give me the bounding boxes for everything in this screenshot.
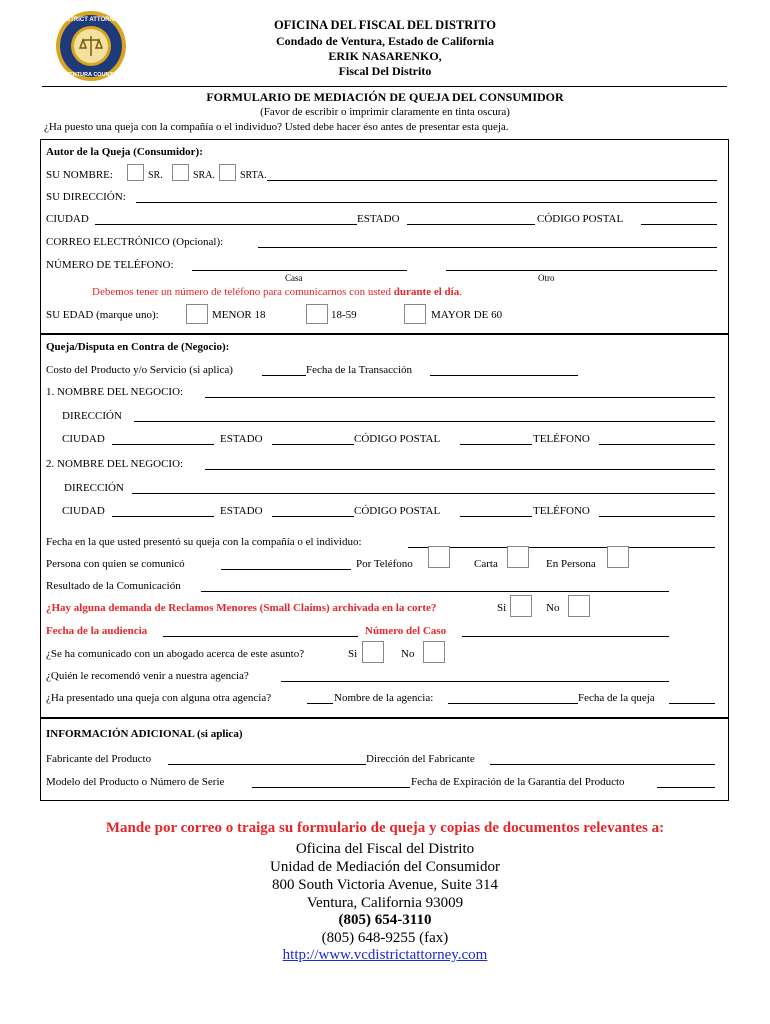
instructions: (Favor de escribir o imprimir claramente en tinta oscura) bbox=[260, 106, 510, 118]
manufacturer-field[interactable] bbox=[168, 764, 366, 765]
email-label: CORREO ELECTRÓNICO (Opcional): bbox=[46, 236, 224, 248]
lawyer-no-checkbox[interactable] bbox=[423, 641, 445, 663]
business1-city-label: CIUDAD bbox=[62, 433, 105, 445]
small-claims-yes-label: Si bbox=[497, 602, 507, 614]
business2-field[interactable] bbox=[205, 469, 715, 470]
consumer-heading: Autor de la Queja (Consumidor): bbox=[46, 146, 203, 158]
name-field[interactable] bbox=[267, 180, 717, 181]
business1-zip-label: CÓDIGO POSTAL bbox=[354, 433, 441, 445]
phone-label: NÚMERO DE TELÉFONO: bbox=[46, 259, 174, 271]
business1-state-label: ESTADO bbox=[220, 433, 263, 445]
county-line: Condado de Ventura, Estado de California bbox=[275, 34, 495, 48]
lawyer-no-label: No bbox=[401, 648, 415, 660]
result-field[interactable] bbox=[201, 591, 669, 592]
email-field[interactable] bbox=[258, 247, 717, 248]
mail-instruction: Mande por correo o traiga su formulario de queja y copias de documentos relevantes a: bbox=[105, 820, 665, 836]
business2-city-field[interactable] bbox=[112, 516, 214, 517]
age-minor-label: MENOR 18 bbox=[212, 309, 266, 321]
business2-city-label: CIUDAD bbox=[62, 505, 105, 517]
business2-label: 2. NOMBRE DEL NEGOCIO: bbox=[46, 458, 184, 470]
case-number-field[interactable] bbox=[462, 636, 669, 637]
manufacturer-address-label: Dirección del Fabricante bbox=[366, 753, 475, 765]
by-letter-label: Carta bbox=[474, 558, 498, 570]
footer-street: 800 South Victoria Avenue, Suite 314 bbox=[271, 877, 499, 893]
footer-phone: (805) 654-3110 bbox=[338, 912, 432, 928]
small-claims-yes-checkbox[interactable] bbox=[510, 595, 532, 617]
srta-checkbox[interactable] bbox=[219, 164, 236, 181]
business2-zip-label: CÓDIGO POSTAL bbox=[354, 505, 441, 517]
svg-text:DISTRICT ATTORNEY: DISTRICT ATTORNEY bbox=[60, 17, 122, 23]
manufacturer-address-field[interactable] bbox=[490, 764, 715, 765]
footer-city: Ventura, California 93009 bbox=[306, 895, 464, 911]
additional-heading: INFORMACIÓN ADICIONAL (si aplica) bbox=[46, 728, 243, 740]
address-label: SU DIRECCIÓN: bbox=[46, 191, 126, 203]
lawyer-yes-label: Si bbox=[348, 648, 358, 660]
case-number-label: Número del Caso bbox=[365, 625, 447, 637]
office-title: OFICINA DEL FISCAL DEL DISTRITO bbox=[273, 18, 497, 32]
cost-label: Costo del Producto y/o Servicio (si aplica) bbox=[46, 364, 233, 376]
lawyer-yes-checkbox[interactable] bbox=[362, 641, 384, 663]
age-mid-label: 18-59 bbox=[331, 309, 357, 321]
business1-state-field[interactable] bbox=[272, 444, 354, 445]
by-phone-checkbox[interactable] bbox=[428, 546, 450, 568]
age-major-label: MAYOR DE 60 bbox=[431, 309, 503, 321]
by-phone-label: Por Teléfono bbox=[356, 558, 413, 570]
home-label: Casa bbox=[285, 273, 303, 283]
hearing-date-field[interactable] bbox=[163, 636, 358, 637]
business2-address-field[interactable] bbox=[132, 493, 715, 494]
model-label: Modelo del Producto o Número de Serie bbox=[46, 776, 225, 788]
date-presented-field[interactable] bbox=[408, 547, 715, 548]
state-field[interactable] bbox=[407, 224, 535, 225]
referral-field[interactable] bbox=[281, 681, 669, 682]
small-claims-no-checkbox[interactable] bbox=[568, 595, 590, 617]
business1-zip-field[interactable] bbox=[460, 444, 532, 445]
age-label: SU EDAD (marque uno): bbox=[46, 309, 159, 321]
cost-field[interactable] bbox=[262, 375, 306, 376]
other-label: Otro bbox=[538, 273, 555, 283]
sr-label: SR. bbox=[148, 170, 163, 181]
warranty-field[interactable] bbox=[657, 787, 715, 788]
referral-label: ¿Quién le recomendó venir a nuestra agencia? bbox=[46, 670, 249, 682]
result-label: Resultado de la Comunicación bbox=[46, 580, 181, 592]
business2-state-field[interactable] bbox=[272, 516, 354, 517]
agency-name-field[interactable] bbox=[448, 703, 578, 704]
business1-address-label: DIRECCIÓN bbox=[62, 410, 122, 422]
transaction-date-field[interactable] bbox=[430, 375, 578, 376]
phone-note: Debemos tener un número de teléfono para comunicarnos con usted durante el día. bbox=[92, 286, 462, 298]
business2-address-label: DIRECCIÓN bbox=[64, 482, 124, 494]
small-claims-label: ¿Hay alguna demanda de Reclamos Menores (Small Claims) archivada en la corte? bbox=[46, 602, 437, 614]
person-label: Persona con quien se comunicó bbox=[46, 558, 185, 570]
business1-field[interactable] bbox=[205, 397, 715, 398]
other-agency-field[interactable] bbox=[307, 703, 333, 704]
business1-address-field[interactable] bbox=[134, 421, 715, 422]
business2-zip-field[interactable] bbox=[460, 516, 532, 517]
in-person-checkbox[interactable] bbox=[607, 546, 629, 568]
age-minor-checkbox[interactable] bbox=[186, 304, 208, 324]
footer-website-link[interactable]: http://www.vcdistrictattorney.com bbox=[282, 947, 488, 963]
header-divider bbox=[42, 86, 727, 87]
complaint-date-label: Fecha de la queja bbox=[578, 692, 655, 704]
footer-fax: (805) 648-9255 (fax) bbox=[321, 930, 449, 946]
business2-state-label: ESTADO bbox=[220, 505, 263, 517]
address-field[interactable] bbox=[136, 202, 717, 203]
pre-question: ¿Ha puesto una queja con la compañía o el individuo? Usted debe hacer éso antes de presentar esta queja. bbox=[44, 121, 509, 133]
business1-phone-label: TELÉFONO bbox=[533, 433, 590, 445]
business1-city-field[interactable] bbox=[112, 444, 214, 445]
age-major-checkbox[interactable] bbox=[404, 304, 426, 324]
other-agency-label: ¿Ha presentado una queja con alguna otra agencia? bbox=[46, 692, 272, 704]
date-presented-label: Fecha en la que usted presentó su queja con la compañía o el individuo: bbox=[46, 536, 362, 548]
city-label: CIUDAD bbox=[46, 213, 89, 225]
attorney-role: Fiscal Del Distrito bbox=[338, 64, 432, 78]
footer-office: Oficina del Fiscal del Distrito bbox=[295, 841, 475, 857]
footer-unit: Unidad de Mediación del Consumidor bbox=[270, 859, 500, 875]
complaint-date-field[interactable] bbox=[669, 703, 715, 704]
business2-phone-field[interactable] bbox=[599, 516, 715, 517]
by-letter-checkbox[interactable] bbox=[507, 546, 529, 568]
business1-label: 1. NOMBRE DEL NEGOCIO: bbox=[46, 386, 184, 398]
sra-checkbox[interactable] bbox=[172, 164, 189, 181]
sr-checkbox[interactable] bbox=[127, 164, 144, 181]
hearing-date-label: Fecha de la audiencia bbox=[46, 625, 148, 637]
agency-name-label: Nombre de la agencia: bbox=[334, 692, 434, 704]
business-heading: Queja/Disputa en Contra de (Negocio): bbox=[46, 341, 230, 353]
manufacturer-label: Fabricante del Producto bbox=[46, 753, 152, 765]
business1-phone-field[interactable] bbox=[599, 444, 715, 445]
srta-label: SRTA. bbox=[240, 170, 267, 181]
person-field[interactable] bbox=[221, 569, 351, 570]
small-claims-no-label: No bbox=[546, 602, 560, 614]
city-field[interactable] bbox=[95, 224, 357, 225]
business2-phone-label: TELÉFONO bbox=[533, 505, 590, 517]
attorney-name: ERIK NASARENKO, bbox=[328, 49, 442, 63]
sra-label: SRA. bbox=[193, 170, 215, 181]
home-phone-field[interactable] bbox=[192, 270, 407, 271]
in-person-label: En Persona bbox=[546, 558, 596, 570]
svg-text:VENTURA COUNTY: VENTURA COUNTY bbox=[65, 72, 117, 78]
form-title: FORMULARIO DE MEDIACIÓN DE QUEJA DEL CONSUMIDOR bbox=[206, 90, 564, 104]
state-label: ESTADO bbox=[357, 213, 400, 225]
name-label: SU NOMBRE: bbox=[46, 169, 113, 181]
zip-field[interactable] bbox=[641, 224, 717, 225]
other-phone-field[interactable] bbox=[446, 270, 717, 271]
warranty-label: Fecha de Expiración de la Garantía del Producto bbox=[411, 776, 625, 788]
transaction-date-label: Fecha de la Transacción bbox=[306, 364, 412, 376]
age-mid-checkbox[interactable] bbox=[306, 304, 328, 324]
lawyer-label: ¿Se ha comunicado con un abogado acerca de este asunto? bbox=[46, 648, 305, 660]
model-field[interactable] bbox=[252, 787, 410, 788]
zip-label: CÓDIGO POSTAL bbox=[537, 213, 624, 225]
